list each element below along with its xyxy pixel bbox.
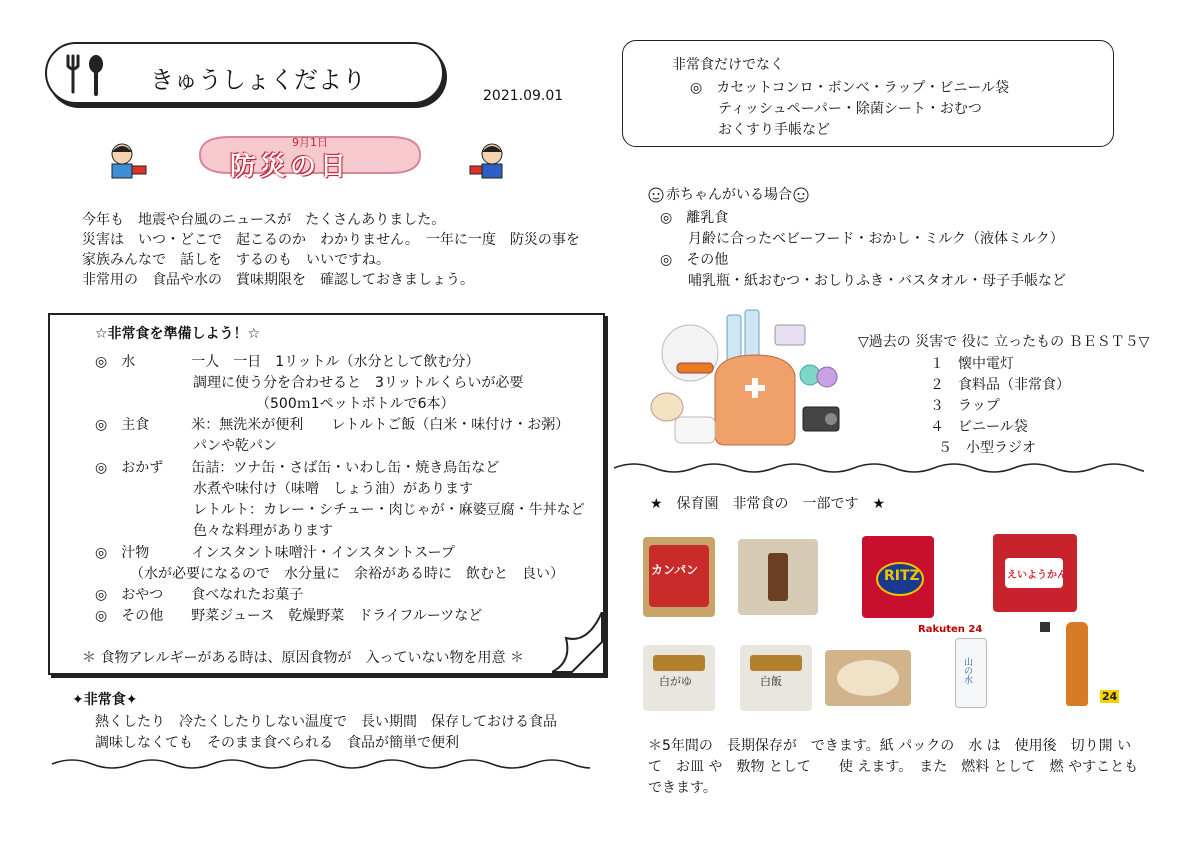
- yokan-label: えいようかん: [1007, 570, 1067, 581]
- hijoshoku-heading: ✦非常食✦: [72, 692, 138, 708]
- rakuten-24-badge: 24: [1102, 690, 1118, 703]
- nursery-note-line-3: できます。: [648, 780, 717, 796]
- best5-item: ２ 食料品（非常食）: [930, 377, 1070, 393]
- kid-left-illustration: [100, 142, 150, 188]
- banner-date: 9月1日: [292, 136, 328, 149]
- prepare-line: ◎ おかず 缶詰：ツナ缶・さば缶・いわし缶・焼き鳥缶など: [95, 460, 500, 476]
- nursery-note-line-1: ＊5年間の 長期保存が できます。紙 パックの 水 は 使用後 切り開 い: [648, 738, 1132, 754]
- baby-face-icon: [793, 187, 809, 207]
- ritz-can-photo: [862, 536, 934, 618]
- intro-line-3: 家族みんなで 話しを するのも いいですね。: [82, 252, 390, 268]
- intro-line-4: 非常用の 食品や水の 賞味期限を 確認しておきましょう。: [82, 272, 474, 288]
- emergency-kit-illustration: [645, 305, 845, 459]
- prepare-line: ◎ 水 一人 一日 1リットル（水分として飲む分）: [95, 354, 480, 370]
- best5-item: ４ ビニール袋: [930, 419, 1028, 435]
- yokan-box-photo: [993, 534, 1077, 612]
- prepare-heading: ☆非常食を準備しよう！☆: [95, 326, 261, 342]
- best5-item: ５ 小型ラジオ: [938, 440, 1036, 456]
- prepare-line: レトルト：カレー・シチュー・肉じゃが・麻婆豆腐・牛丼など: [95, 502, 585, 518]
- dish-photo: [825, 650, 911, 706]
- prepare-line: （500ｍ1ペットボトルで6本）: [95, 396, 455, 412]
- bottle-photo: [1066, 622, 1088, 706]
- intro-line-1: 今年も 地震や台風のニュースが たくさんありました。: [82, 212, 446, 228]
- page-title: きゅうしょくだより: [150, 66, 366, 94]
- hands-can-photo: [738, 539, 818, 615]
- nursery-heading: ★ 保育園 非常食の 一部です ★: [650, 496, 886, 512]
- water-carton-photo: [955, 638, 987, 708]
- prepare-line: 水煮や味付け（味噌 しょう油）があります: [95, 481, 473, 497]
- kid-right-illustration: [466, 142, 516, 188]
- page-curl: [552, 612, 604, 678]
- hijoshoku-line-1: 熱くしたり 冷たくしたりしない温度で 長い期間 保存しておける食品: [95, 714, 557, 730]
- intro-line-2: 災害は いつ・どこで 起こるのか わかりません。 一年に一度 防災の事を: [82, 232, 580, 248]
- kanpan-can-photo: [643, 537, 715, 617]
- supplies-line-2: ティッシュペーパー・除菌シート・おむつ: [690, 101, 982, 117]
- tableware-border-right: [612, 460, 1144, 479]
- prepare-line: 調理に使う分を合わせると 3リットルくらいが必要: [95, 375, 524, 391]
- okayu-pack-photo: [643, 645, 715, 711]
- hijoshoku-line-2: 調味しなくても そのまま食べられる 食品が簡単で便利: [95, 735, 459, 751]
- okayu-label: 白がゆ: [659, 675, 692, 688]
- supplies-heading: 非常食だけでなく: [672, 57, 784, 73]
- baby-line: 月齢に合ったベビーフード・おかし・ミルク（液体ミルク）: [660, 231, 1064, 247]
- best5-item: ３ ラップ: [930, 398, 1000, 414]
- gohan-label: 白飯: [760, 675, 782, 688]
- gohan-pack-photo: [740, 645, 812, 711]
- kanpan-label: カンパン: [651, 563, 699, 577]
- prepare-line: ◎ 主食 米：無洗米が便利 レトルトご飯（白米・味付け・お粥）: [95, 417, 570, 433]
- tableware-border-left: [50, 756, 590, 775]
- baby-line: 哺乳瓶・紙おむつ・おしりふき・バスタオル・母子手帳など: [660, 273, 1066, 289]
- fork-spoon-icon: [62, 52, 110, 100]
- issue-date: 2021.09.01: [483, 88, 564, 104]
- prepare-line: パンや乾パン: [95, 438, 277, 454]
- baby-face-icon: [648, 187, 664, 207]
- baby-line: ◎ その他: [660, 252, 729, 268]
- rakuten-label: Rakuten 24: [918, 624, 983, 635]
- prepare-line: ◎ その他 野菜ジュース 乾燥野菜 ドライフルーツなど: [95, 608, 483, 624]
- prepare-line: （水が必要になるので 水分量に 余裕がある時に 飲むと 良い）: [95, 566, 564, 582]
- baby-heading: 赤ちゃんがいる場合: [666, 187, 792, 203]
- best5-item: １ 懐中電灯: [930, 356, 1014, 372]
- supplies-line-3: おくすり手帳など: [690, 122, 830, 138]
- baby-line: ◎ 離乳食: [660, 210, 729, 226]
- banner-title: 防災の日: [230, 152, 351, 182]
- nursery-note-line-2: て お皿 や 敷物 として 使 えます。 また 燃料 として 燃 やすことも: [648, 759, 1139, 775]
- water-label: 山の水: [962, 657, 972, 684]
- prepare-line: ◎ おやつ 食べなれたお菓子: [95, 587, 304, 603]
- small-qr-icon: [1040, 622, 1050, 632]
- allergy-footnote: ＊ 食物アレルギーがある時は、原因食物が 入っていない物を用意 ＊: [82, 650, 524, 666]
- prepare-line: ◎ 汁物 インスタント味噌汁・インスタントスープ: [95, 545, 455, 561]
- best5-heading: ▽過去の 災害で 役に 立ったもの ＢＥＳＴ５▽: [858, 334, 1150, 350]
- supplies-line-1: ◎ カセットコンロ・ボンベ・ラップ・ビニール袋: [690, 80, 1010, 96]
- ritz-label: RITZ: [884, 568, 920, 584]
- prepare-line: 色々な料理があります: [95, 523, 333, 539]
